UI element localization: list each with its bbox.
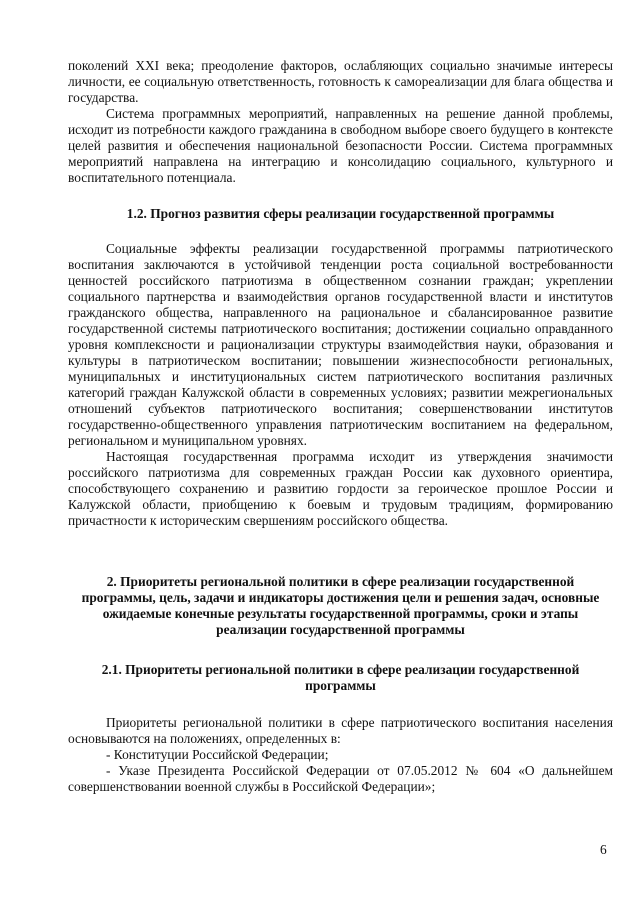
paragraph-program-significance: Настоящая государственная программа исходит из утверждения значимости российского патриотизма для современных граждан России как духовного ориентира, способствующего сохранению и развитию гордости за героическое прошлое России и Калужской области, приобщению к боевым и трудовым традициям, формированию причастности к историческим свершениям российского общества. — [68, 449, 613, 528]
section-heading-2: 2. Приоритеты региональной политики в сфере реализации государственной программы, цель, задачи и индикаторы достижения цели и решения задач, основные ожидаемые конечные результаты государственной программы, сроки и этапы реализации государственной программы — [81, 574, 600, 637]
paragraph-continuation: поколений XXI века; преодоление факторов, ослабляющих социально значимые интересы личности, ее социальную ответственность, готовность к самореализации для блага общества и государства. — [68, 58, 613, 105]
document-page — [68, 58, 613, 795]
paragraph-program-system: Система программных мероприятий, направленных на решение данной проблемы, исходит из потребности каждого гражданина в свободном выборе своего будущего в контексте целей развития и обеспечения национальной безопасности России. Система программных мероприятий направлена на интеграцию и консолидацию социального, культурного и воспитательного потенциала. — [68, 106, 613, 185]
section-heading-1-2: 1.2. Прогноз развития сферы реализации государственной программы — [126, 206, 555, 221]
paragraph-priorities: Приоритеты региональной политики в сфере патриотического воспитания населения основываются на положениях, определенных в: — [68, 715, 613, 746]
list-item-decree: - Указе Президента Российской Федерации от 07.05.2012 № 604 «О дальнейшем совершенствовании военной службы в Российской Федерации»; — [68, 763, 613, 794]
page-number: 6 — [600, 842, 607, 857]
list-item-constitution: - Конституции Российской Федерации; — [106, 747, 329, 762]
paragraph-social-effects: Социальные эффекты реализации государственной программы патриотического воспитания заключаются в устойчивой тенденции роста социальной востребованности ценностей российского патриотизма в общественном сознании граждан; укреплении социального партнерства и взаимодействия органов государственной власти и институтов гражданского общества, направленного на рациональное и сбалансированное развитие государственной системы патриотического воспитания; достижении социально оправданного уровня комплексности и рационализации структуры взаимодействия науки, образования и культуры в патриотическом воспитании; повышении жизнеспособности региональных, муниципальных и институциональных систем патриотического воспитания различных категорий граждан Калужской области в современных условиях; развитии межрегиональных отношений субъектов патриотического воспитания; совершенствовании институтов государственно-общественного управления патриотическим воспитанием на федеральном, региональном и муниципальном уровнях. — [68, 241, 613, 448]
section-heading-2-1: 2.1. Приоритеты региональной политики в сфере реализации государственной программы — [101, 662, 580, 693]
